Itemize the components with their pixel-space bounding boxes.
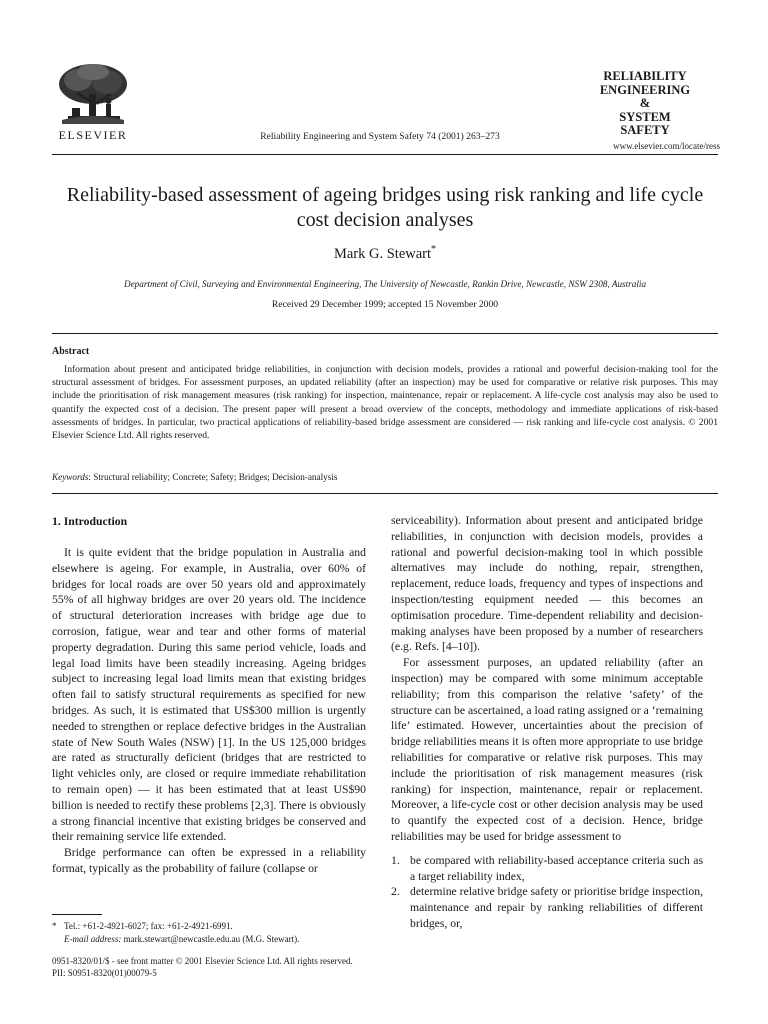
email-address-link[interactable]: mark.stewart@newcastle.edu.au (M.G. Stewart). — [121, 934, 300, 944]
abstract-bottom-divider — [52, 493, 718, 494]
footnote-star: * — [52, 921, 57, 931]
header-divider — [52, 154, 718, 155]
section-heading: 1. Introduction — [52, 515, 128, 528]
abstract-text: Information about present and anticipated bridge reliabilities, in conjunction with decision models, provides a rational and powerful decision-making tool for the structural assessment of bridges. For assessment purposes, an updated reliability (after an inspection) may be used for comparative or relative risk purposes. This may include the prioritisation of risk management measures (risk ranking) for inspection, maintenance, repair or replacement. A life-cycle cost analysis may also be used to quantify the expected cost of a decision. The present paper will present a broad overview of the concepts, methodology and immediate applications of risk-based assessments of bridges. In particular, two practical applications of reliability-based bridge assessment are considered — risk ranking and life-cycle cost analysis. © 2001 Elsevier Science Ltd. All rights reserved. — [52, 364, 718, 442]
list-number: 1. — [391, 853, 400, 867]
copyright-line: 0951-8320/01/$ - see front matter © 2001 Elsevier Science Ltd. All rights reserved. — [52, 956, 353, 966]
paragraph: Bridge performance can often be expressed in a reliability format, typically as the probability of failure (collapse or — [52, 846, 366, 875]
footnote-contact — [52, 920, 372, 933]
journal-url-link[interactable]: www.elsevier.com/locate/ress — [613, 141, 720, 151]
keywords-list: : Structural reliability; Concrete; Safety; Bridges; Decision-analysis — [88, 472, 338, 482]
journal-line: RELIABILITY — [603, 69, 687, 83]
journal-line: ENGINEERING — [599, 82, 691, 97]
journal-citation: Reliability Engineering and System Safety 74 (2001) 263–273 — [260, 131, 500, 142]
publisher-name: ELSEVIER — [58, 128, 128, 142]
author-footnote-mark[interactable]: * — [431, 244, 437, 255]
pii-line: PII: S0951-8320(01)00079-5 — [52, 968, 157, 978]
list-item-text: be compared with reliability-based acceptance criteria such as a target reliability index, — [410, 853, 703, 883]
elsevier-tree-logo — [52, 62, 134, 128]
paragraph-continuation: serviceability). Information about present and anticipated bridge reliabilities, in conjunction with decision models, provides a rational and powerful decision-making tool in which possible alternatives may include do nothing, repair, strengthen, replacement, reduce loads, frequency and types of inspections and inspection/testing equipment needed — this becomes an optimisation procedure. Time-dependent reliability and decision-making analyses have been proposed by a number of researchers (e.g. Refs. [4–10]). — [391, 514, 703, 654]
footnote-divider — [52, 914, 102, 915]
author-footnote — [52, 920, 372, 946]
abstract-body — [52, 363, 718, 442]
abstract-heading: Abstract — [52, 346, 90, 357]
received-dates: Received 29 December 1999; accepted 15 November 2000 — [271, 299, 499, 310]
author-name — [52, 244, 718, 263]
author-text: Mark G. Stewart — [333, 245, 432, 262]
author-affiliation: Department of Civil, Surveying and Environmental Engineering, The University of Newcastle, Rankin Drive, Newcastle, NSW 2308, Australia — [123, 279, 647, 289]
list-item — [391, 853, 703, 885]
numbered-list — [391, 853, 703, 932]
abstract-top-divider — [52, 333, 718, 334]
list-number: 2. — [391, 885, 400, 899]
list-item-text: determine relative bridge safety or prioritise bridge inspection, maintenance and repair by ranking reliabilities of different bridges, or, — [410, 885, 703, 930]
left-column — [52, 545, 366, 877]
paragraph: It is quite evident that the bridge population in Australia and elsewhere is ageing. For example, in Australia, over 60% of bridges for local roads are over 50 years old and approximately 55% of all highway bridges are over 20 years old. The incidence of structural deterioration increases with bridge age due to corrosion, fatigue, wear and tear and other forms of material property degradation. During this same period vehicle, loads and legal load limits have been steadily increasing. Ageing bridges subject to increasing legal load limits mean that existing bridges often fail to satisfy structural requirements as specified for new bridges. As such, it is estimated that US$300 million is urgently needed to strengthen or replace defective bridges in the Australian state of New South Wales (NSW) [1]. In the US 125,000 bridges are rated as structurally deficient (bridges that are restricted to light vehicles only, are closed or require immediate rehabilitation to remain open) — it has been estimated that at least US$90 billion is needed to rectify these problems [2,3]. There is obviously a strong financial incentive that existing bridges be conserved and their remaining service life extended. — [52, 546, 366, 844]
footnote-phone: Tel.: +61-2-4921-6027; fax: +61-2-4921-6991. — [64, 921, 233, 931]
front-matter-info — [52, 955, 552, 979]
journal-title-block — [572, 70, 718, 138]
keywords-label: Keywords — [52, 472, 89, 482]
paragraph: For assessment purposes, an updated reliability (after an inspection) may be compared with some minimum acceptable reliability; from this comparison the relative ‘safety’ of the structure can be ascertained, a load rating assigned or a ‘remaining life’ estimated. However, uncertainties about the precision of bridge reliabilities means it is often more appropriate to use bridge reliabilities for comparative or relative risk purposes. This may include the prioritisation of risk management measures (risk ranking) for inspection, maintenance, repair or replacement. Moreover, a life-cycle cost or other decision analysis may be used to quantify the expected cost of a decision. Hence, bridge reliabilities may be used for bridge assessment to — [391, 656, 703, 843]
journal-line: SAFETY — [620, 123, 670, 137]
right-column — [391, 513, 703, 932]
email-label: E-mail address: — [64, 934, 122, 944]
journal-line: SYSTEM — [619, 109, 671, 124]
journal-line: & — [639, 96, 651, 110]
article-title: Reliability-based assessment of ageing bridges using risk ranking and life cycle cost decision analyses — [66, 184, 704, 231]
footnote-email — [52, 933, 372, 946]
keywords-line — [52, 472, 718, 482]
list-item — [391, 884, 703, 931]
